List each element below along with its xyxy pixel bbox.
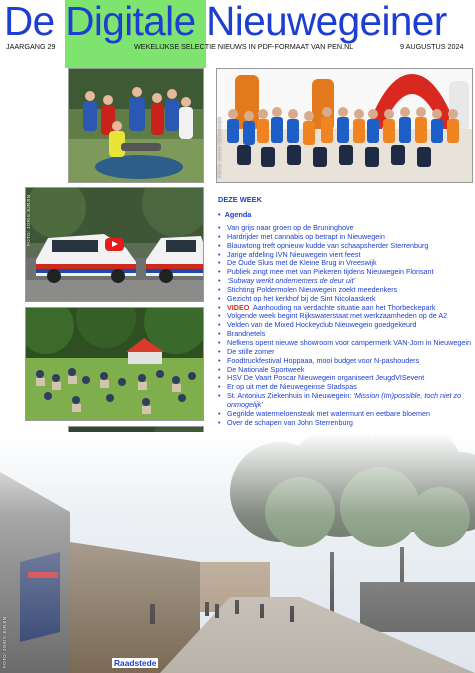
toc-item-text: HSV De Vaart Poscar Nieuwegein organiseert JeugdVISevent	[227, 373, 425, 383]
tagline: WEKELIJKSE SELECTIE NIEUWS IN PDF-FORMAAT VAN PEN.NL	[134, 42, 354, 51]
toc-item-text: Over de schapen van John Sterrenburg	[227, 417, 353, 427]
toc-item-text: Aanhouding na verdachte situatie aan het Thorbeckepark	[252, 302, 436, 312]
photo-credit-police: FOTO: JORIS JURJIN	[26, 194, 31, 246]
toc-item-text: Volgende week begint Rijkswaterstaat met werkzaamheden op de A2	[227, 311, 448, 321]
cover-caption: Raadstede	[114, 658, 157, 668]
toc-item-text: Gegrilde watermeloensteak met watermunt en eetbare bloemen	[227, 408, 430, 418]
toc-item-text: Publiek zingt mee met van Piekeren tijdens Nieuwegein Florisant	[227, 267, 434, 277]
toc-item-text: Gezicht op het kerkhof bij de Sint Nicolaaskerk	[227, 293, 376, 303]
toc-item-text: ‘Subway werkt ondernemers de deur uit’	[227, 276, 356, 286]
park-crowd-image	[26, 308, 204, 421]
photo-park-crowd[interactable]	[25, 307, 204, 421]
toc-item-text: Er op uit met de Nieuwegeinse Stadspas	[227, 382, 357, 392]
photo-credit-street: FOTO: JORIS JURJIN	[2, 616, 7, 668]
toc-item-text: Jarige afdeling IVN Nieuwegein viert feest	[227, 249, 361, 259]
toc-item-text: Van grijs naar groen op de Bruninghove	[227, 223, 354, 232]
toc-item-text: De stille zomer	[227, 346, 275, 356]
toc-item-text: Hardrijder met cannabis op betrapt in Nieuwegein	[227, 231, 385, 241]
toc-item-text: Nefkens opent nieuwe showroom voor campermerk VAN-Jorn in Nieuwegein	[227, 337, 471, 347]
agenda-label: Agenda	[224, 210, 252, 219]
toc-item-text: Brandnetels	[227, 329, 266, 339]
toc-item-text: De Oude Sluis met de Kleine Brug in Vreeswijk	[227, 258, 377, 268]
cover-photo-raadstede	[0, 432, 475, 673]
table-of-contents	[218, 224, 472, 427]
issue-date: 9 AUGUSTUS 2024	[400, 42, 464, 51]
video-play-icon[interactable]	[105, 238, 124, 251]
agenda-link[interactable]: • Agenda	[218, 210, 252, 219]
toc-item[interactable]	[218, 392, 472, 410]
toc-item[interactable]	[218, 419, 472, 428]
fishing-group-image	[69, 69, 204, 183]
toc-item-text: St. Antonius Ziekenhuis in Nieuwegein:	[227, 391, 354, 401]
street-image	[0, 432, 475, 673]
toc-item-text: Stichting Poldermolen Nieuwegein zoekt meedenkers	[227, 284, 398, 294]
photo-credit-sportweek: FOTO: DAVID DEBAKKER	[217, 116, 222, 178]
photo-sportweek-group[interactable]	[216, 68, 473, 183]
toc-item-text: Foodtruckfestival Hoppaaa, mooi budget voor N-pashouders	[227, 355, 420, 365]
section-heading: DEZE WEEK	[218, 195, 262, 204]
toc-item-text: Velden van de Mixed Hockeyclub Nieuwegein goedgekeurd	[227, 320, 417, 330]
toc-item-quote: ‘Mission (Im)possible, toch niet zo onmogelijk’	[227, 391, 462, 409]
toc-item-text: Blauwtong treft opnieuw kudde van schaapsherder Sterrenburg	[227, 240, 429, 250]
sportweek-group-image	[217, 69, 473, 183]
volume-label: JAARGANG 29	[6, 42, 56, 51]
toc-item-text: De Nationale Sportweek	[227, 364, 305, 374]
photo-fishing-group[interactable]	[68, 68, 204, 183]
masthead-title: De Digitale Nieuwegeiner	[4, 0, 447, 44]
video-tag: VIDEO	[227, 302, 250, 312]
